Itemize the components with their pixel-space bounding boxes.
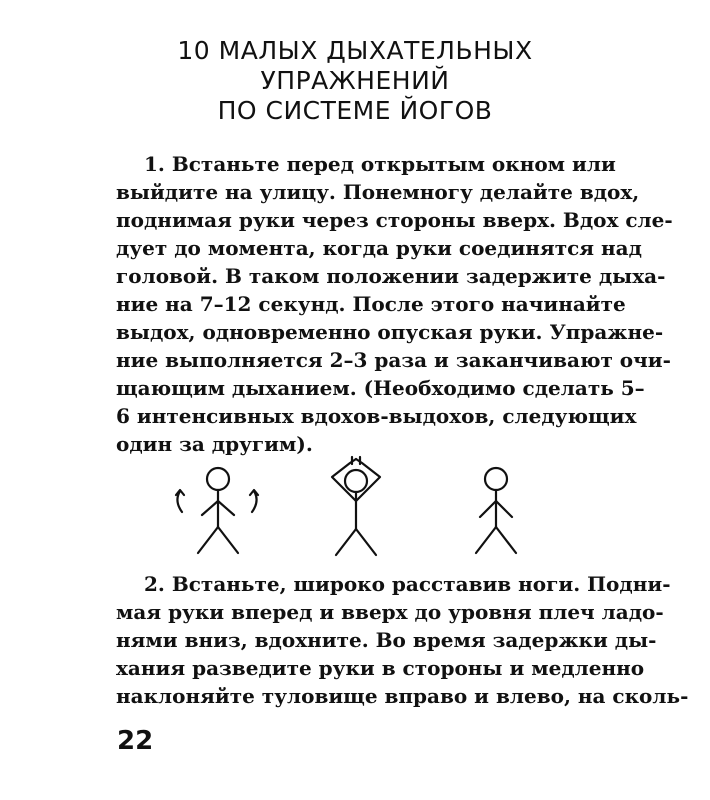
heading-line: УПРАЖНЕНИЙ bbox=[260, 66, 450, 95]
exercise-1-paragraph bbox=[116, 150, 673, 458]
text-line: 6 интенсивных вдохов-выдохов, следующих bbox=[116, 404, 637, 428]
exercise-2-paragraph bbox=[116, 570, 689, 710]
text-line: выйдите на улицу. Понемногу делайте вдох, bbox=[116, 180, 640, 204]
text-line: один за другим). bbox=[116, 432, 313, 456]
chapter-heading bbox=[120, 36, 590, 126]
stick-figure-arms-lowered-icon bbox=[476, 468, 516, 553]
text-line: 1. Встаньте перед открытым окном или bbox=[144, 152, 616, 176]
text-line: нями вниз, вдохните. Во время задержки ды- bbox=[116, 628, 657, 652]
stick-figure-arms-raising-icon bbox=[176, 468, 258, 553]
heading-line: ПО СИСТЕМЕ ЙОГОВ bbox=[217, 96, 493, 125]
stick-figure-arms-overhead-icon bbox=[332, 457, 380, 555]
text-line: щающим дыханием. (Необходимо сделать 5– bbox=[116, 376, 645, 400]
text-line: выдох, одновременно опуская руки. Упражне- bbox=[116, 320, 664, 344]
text-line: ние выполняется 2–3 раза и заканчивают очи- bbox=[116, 348, 671, 372]
text-line: хания разведите руки в стороны и медленно bbox=[116, 656, 645, 680]
text-line: мая руки вперед и вверх до уровня плеч ладо- bbox=[116, 600, 664, 624]
text-line: наклоняйте туловище вправо и влево, на сколь- bbox=[116, 684, 689, 708]
text-line: поднимая руки через стороны вверх. Вдох сле- bbox=[116, 208, 673, 232]
text-line: 2. Встаньте, широко расставив ноги. Подни- bbox=[144, 572, 671, 596]
text-line: головой. В таком положении задержите дыха- bbox=[116, 264, 666, 288]
heading-line: 10 МАЛЫХ ДЫХАТЕЛЬНЫХ bbox=[177, 36, 533, 65]
text-line: дует до момента, когда руки соединятся над bbox=[116, 236, 642, 260]
exercise-illustration bbox=[160, 455, 550, 565]
text-line: ние на 7–12 секунд. После этого начинайте bbox=[116, 292, 626, 316]
page-number: 22 bbox=[117, 726, 154, 756]
